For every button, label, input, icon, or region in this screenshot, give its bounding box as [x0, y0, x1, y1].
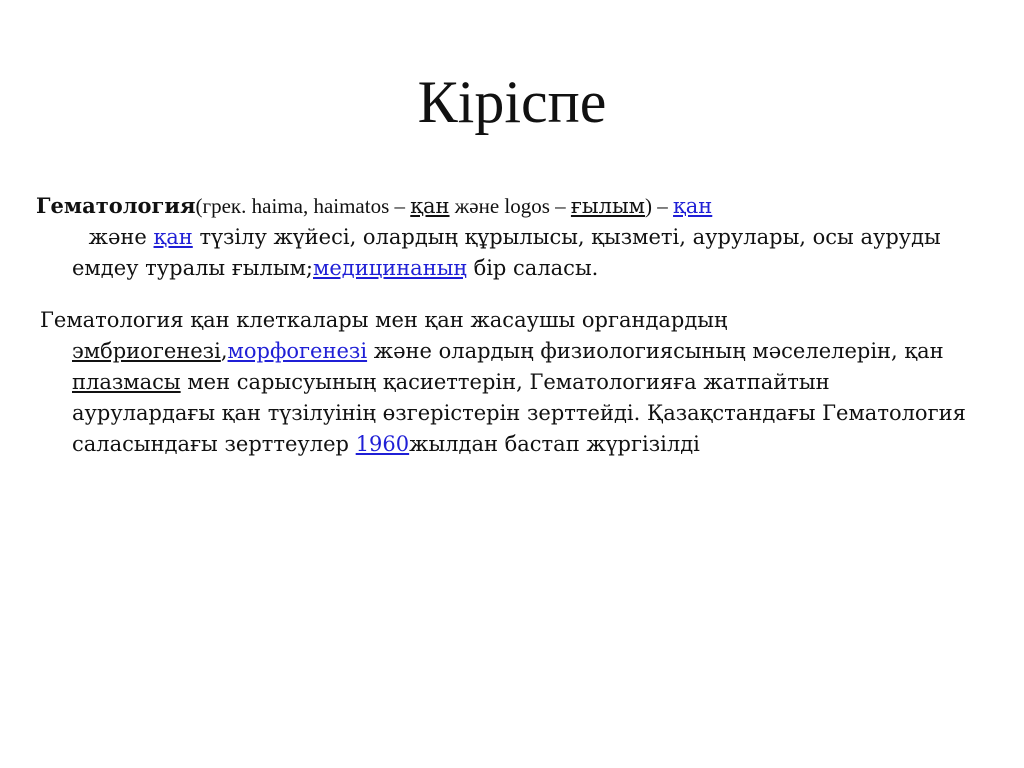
text-definition-end: бір саласы. — [466, 256, 599, 280]
link-year-1960[interactable]: 1960 — [355, 432, 410, 456]
link-qan-1[interactable]: қан — [673, 194, 713, 218]
text-greek-origin: (грек. haima, haimatos – — [195, 194, 411, 218]
text-embriogenezi-underlined: эмбриогенезі — [72, 339, 221, 363]
text-close-paren: ) – — [645, 194, 674, 218]
text-and-logos: және logos – — [449, 194, 571, 218]
text-research-mid1: және олардың физиологиясының мәселелерін, қан — [367, 339, 944, 363]
text-qan-underlined: қан — [410, 194, 450, 218]
text-definition-rest: түзілу жүйесі, олардың құрылысы, қызметі, аурулары, осы ауруды емдеу туралы ғылым; — [72, 225, 941, 280]
text-and: және — [82, 225, 154, 249]
text-plazmasy-underlined: плазмасы — [72, 370, 181, 394]
term-hematology: Гематология — [36, 193, 196, 218]
link-medicina[interactable]: медицинаның — [313, 256, 467, 280]
paragraph-research — [40, 305, 972, 460]
text-gylym-underlined: ғылым — [570, 194, 646, 218]
text-research-end: жылдан бастап жүргізілді — [409, 432, 700, 456]
link-qan-2[interactable]: қан — [153, 225, 193, 249]
text-comma: , — [220, 339, 228, 363]
link-morfogenezi[interactable]: морфогенезі — [227, 339, 368, 363]
text-research-mid2: мен сарысуының қасиеттерін, Гематологияға жатпайтын аурулардағы қан түзілуінің өзгерістерін зерттейді. Қазақстандағы Гематология саласындағы зерттеулер — [72, 370, 966, 456]
slide-title: Кіріспе — [417, 69, 607, 135]
text-research-start: Гематология қан клеткалары мен қан жасаушы органдардың — [40, 308, 728, 332]
paragraph-definition — [36, 190, 972, 284]
